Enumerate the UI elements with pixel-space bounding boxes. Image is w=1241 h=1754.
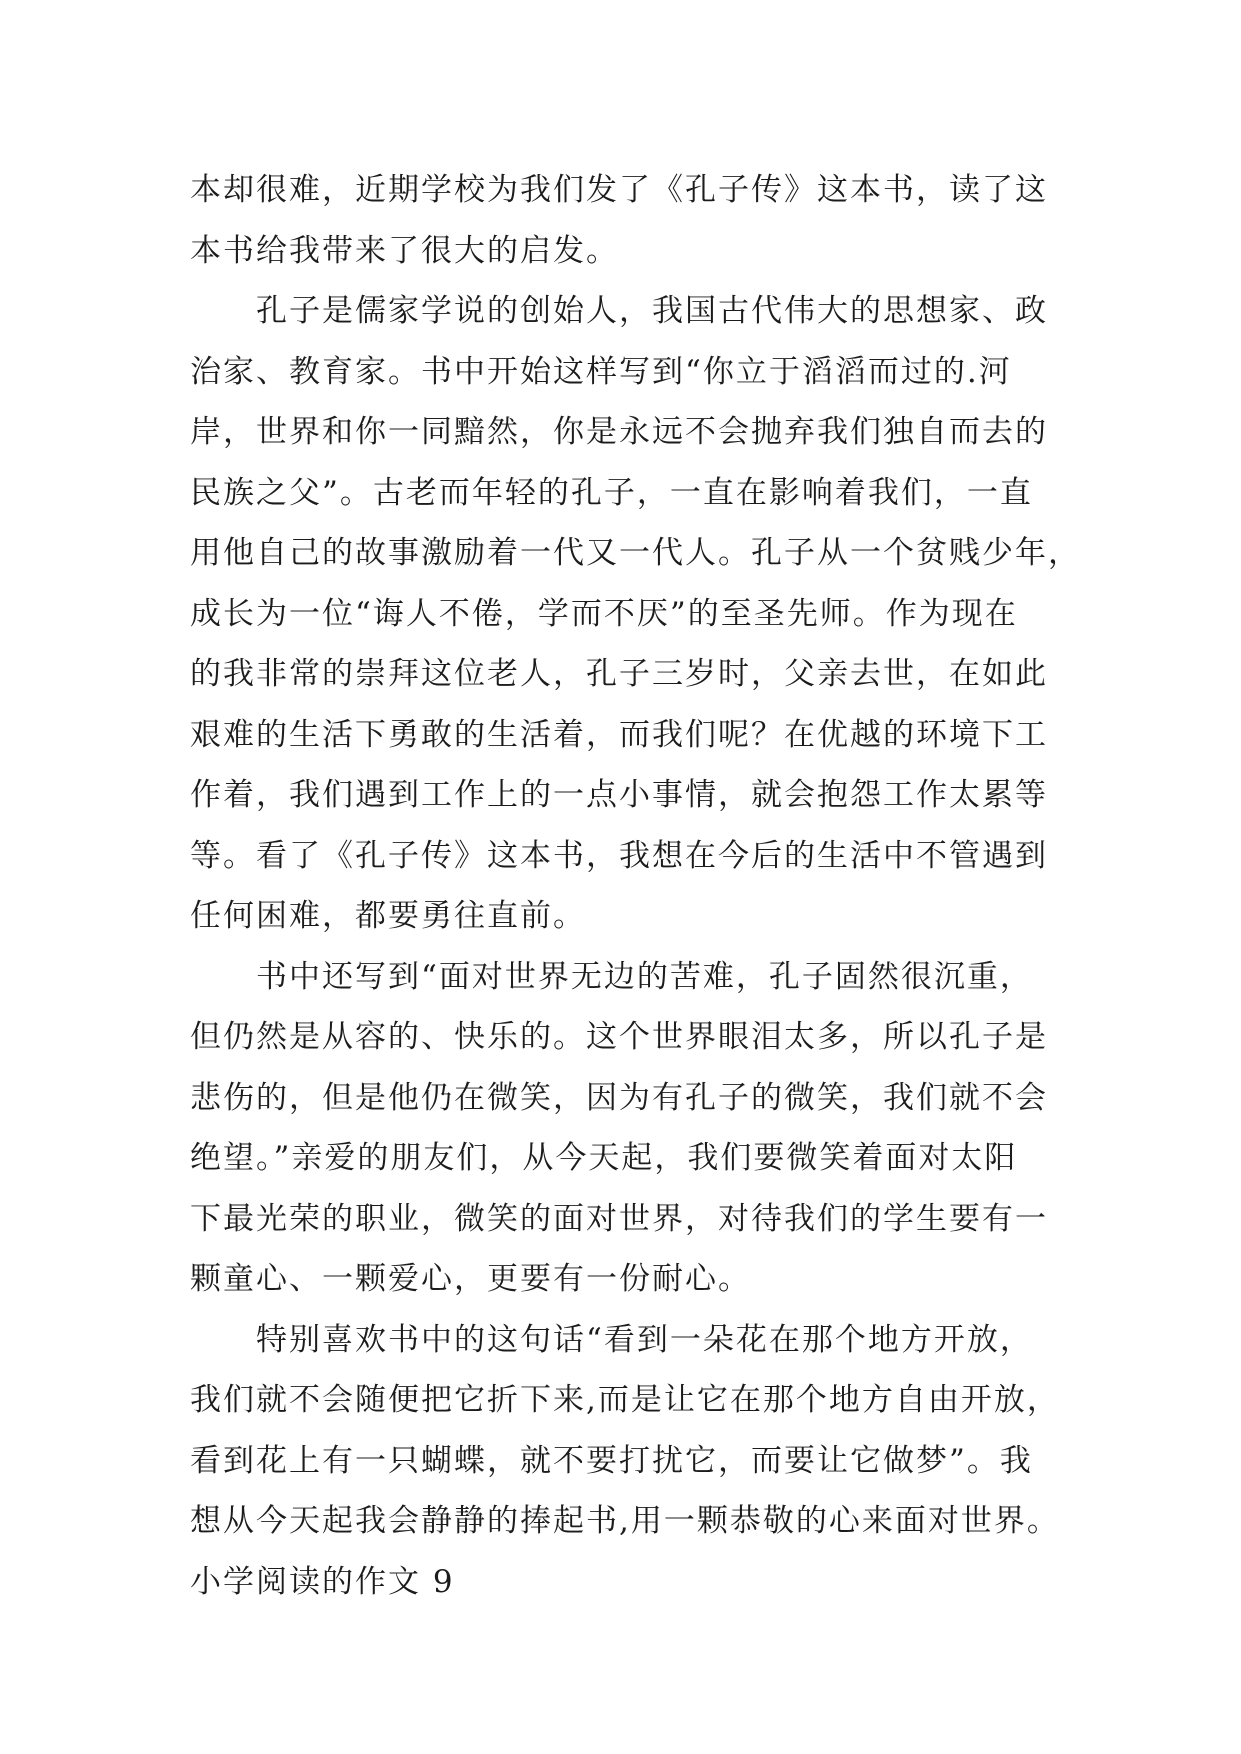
text-line: 岸，世界和你一同黯然，你是永远不会抛弃我们独自而去的 — [190, 414, 1048, 450]
text-line: 颗童心、一颗爱心，更要有一份耐心。 — [190, 1261, 751, 1297]
text-line: 书中还写到“面对世界无边的苦难，孔子固然很沉重， — [256, 958, 1033, 995]
text-line: 本书给我带来了很大的启发。 — [190, 232, 619, 269]
text-line: 用他自己的故事激励着一代又一代人。孔子从一个贫贱少年， — [190, 535, 1081, 571]
text-line: 特别喜欢书中的这句话“看到一朵花在那个地方开放， — [256, 1321, 1033, 1358]
text-line: 本却很难，近期学校为我们发了《孔子传》这本书，读了这 — [190, 172, 1048, 208]
text-line: 孔子是儒家学说的创始人，我国古代伟大的思想家、政 — [256, 293, 1048, 329]
text-line: 民族之父”。古老而年轻的孔子，一直在影响着我们，一直 — [190, 474, 1033, 511]
text-line: 的我非常的崇拜这位老人，孔子三岁时，父亲去世，在如此 — [190, 656, 1048, 692]
text-line: 想从今天起我会静静的捧起书,用一颗恭敬的心来面对世界。 — [190, 1503, 1060, 1539]
document-body — [190, 160, 1081, 1612]
text-line: 下最光荣的职业，微笑的面对世界，对待我们的学生要有一 — [190, 1200, 1048, 1237]
text-line: 但仍然是从容的、快乐的。这个世界眼泪太多，所以孔子是 — [190, 1019, 1048, 1055]
text-line: 作着，我们遇到工作上的一点小事情，就会抱怨工作太累等 — [190, 777, 1048, 813]
text-line: 艰难的生活下勇敢的生活着，而我们呢？在优越的环境下工 — [190, 716, 1048, 753]
text-line: 治家、教育家。书中开始这样写到“你立于滔滔而过的.河 — [190, 353, 1012, 390]
text-line: 看到花上有一只蝴蝶，就不要打扰它，而要让它做梦”。我 — [190, 1442, 1033, 1479]
text-line: 任何困难，都要勇往直前。 — [190, 898, 586, 934]
text-line: 小学阅读的作文 9 — [190, 1563, 455, 1600]
text-line: 我们就不会随便把它折下来,而是让它在那个地方自由开放， — [190, 1382, 1060, 1418]
text-line: 绝望。”亲爱的朋友们，从今天起，我们要微笑着面对太阳 — [190, 1140, 1018, 1176]
text-line: 成长为一位“诲人不倦，学而不厌”的至圣先师。作为现在 — [190, 595, 1018, 632]
text-line: 悲伤的，但是他仍在微笑，因为有孔子的微笑，我们就不会 — [190, 1079, 1048, 1116]
text-line: 等。看了《孔子传》这本书，我想在今后的生活中不管遇到 — [190, 837, 1048, 874]
